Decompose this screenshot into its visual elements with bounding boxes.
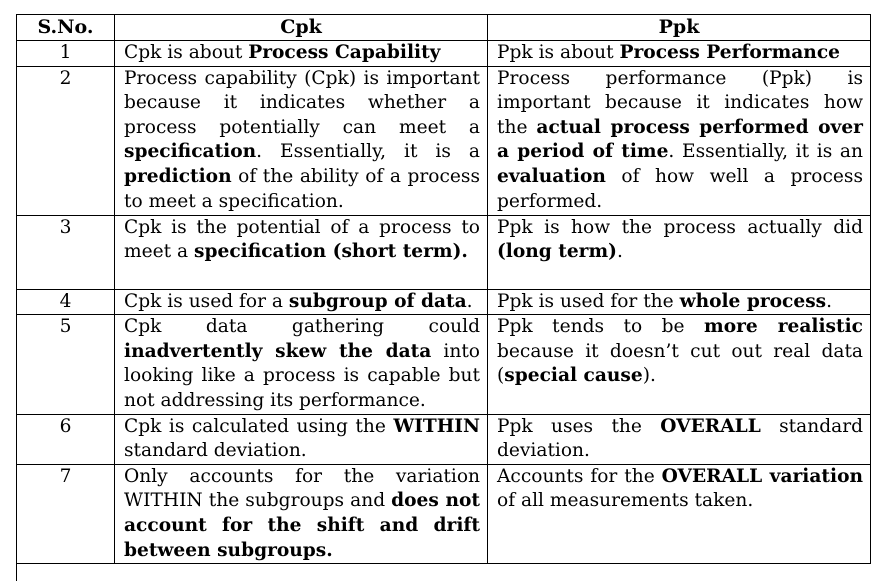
cpk-text-segment: specification (short term). <box>194 241 468 263</box>
cpk-cell <box>115 464 488 563</box>
ppk-text-segment: OVERALL <box>660 415 761 437</box>
ppk-cell <box>488 41 871 67</box>
cpk-text-segment: Cpk is calculated using the <box>124 415 394 437</box>
cpk-text-segment: inadvertently skew the data <box>124 340 432 362</box>
page-edge-line <box>16 562 17 581</box>
cpk-text-segment: Only accounts for the variation WITHIN the subgroups and <box>124 465 480 512</box>
ppk-text-segment: because it doesn’t cut out real data ( <box>497 340 863 387</box>
comparison-table <box>16 14 871 564</box>
row-number: 4 <box>17 289 115 315</box>
cpk-text-segment: Process capability (Cpk) is important because it indicates whether a process potentially can meet a <box>124 67 480 138</box>
ppk-text-segment: OVERALL variation <box>661 465 863 487</box>
cpk-text-segment: into looking like a process is capable but not addressing its performance. <box>124 340 480 411</box>
ppk-cell <box>488 414 871 464</box>
cpk-text-segment: subgroup of data <box>288 290 467 312</box>
ppk-text-segment: Ppk is how the process actually did <box>497 216 863 238</box>
header-ppk: Ppk <box>488 15 871 41</box>
ppk-text-segment: Ppk tends to be <box>497 316 705 338</box>
ppk-text-segment: Accounts for the <box>497 465 662 487</box>
ppk-text-segment: of all measurements taken. <box>497 490 754 512</box>
ppk-cell <box>488 215 871 289</box>
row-number: 7 <box>17 464 115 563</box>
table-row <box>17 289 871 315</box>
row-number: 2 <box>17 66 115 215</box>
ppk-text-segment: actual process performed over a period of time <box>497 116 863 163</box>
ppk-text-segment: Process performance (Ppk) is important because it indicates how the <box>497 67 863 138</box>
cpk-cell <box>115 41 488 67</box>
ppk-text-segment: standard deviation. <box>497 415 863 462</box>
ppk-text-segment: ). <box>642 365 656 387</box>
ppk-text-segment: evaluation <box>497 165 606 187</box>
cpk-cell <box>115 66 488 215</box>
cpk-text-segment: . Essentially, it is a <box>256 141 480 163</box>
cpk-cell <box>115 315 488 414</box>
ppk-text-segment: Ppk is used for the <box>497 290 680 312</box>
ppk-text-segment: . <box>826 290 833 312</box>
table-row <box>17 414 871 464</box>
row-number: 1 <box>17 41 115 67</box>
ppk-text-segment: Process Performance <box>619 42 840 63</box>
ppk-text-segment: Ppk uses the <box>497 415 661 437</box>
cpk-text-segment: of the ability of a process to meet a specification. <box>124 165 480 212</box>
header-cpk: Cpk <box>115 15 488 41</box>
row-number: 5 <box>17 315 115 414</box>
cpk-cell <box>115 215 488 289</box>
ppk-cell <box>488 315 871 414</box>
ppk-cell <box>488 464 871 563</box>
cpk-cell <box>115 414 488 464</box>
ppk-text-segment: more realistic <box>704 316 863 338</box>
cpk-text-segment: . <box>466 290 473 312</box>
cpk-text-segment: Process Capability <box>248 42 441 63</box>
ppk-text-segment: (long term) <box>497 241 617 263</box>
header-row <box>17 15 871 41</box>
cpk-text-segment: specification <box>124 141 257 163</box>
cpk-text-segment: Cpk is used for a <box>124 290 289 312</box>
table-row <box>17 315 871 414</box>
cpk-text-segment: Cpk is the potential of a process to meet a <box>124 216 480 263</box>
cpk-text-segment: standard deviation. <box>124 440 307 462</box>
cpk-cell <box>115 289 488 315</box>
cpk-text-segment: WITHIN <box>393 415 480 437</box>
table-row <box>17 464 871 563</box>
row-number: 3 <box>17 215 115 289</box>
table-body <box>17 41 871 564</box>
ppk-cell <box>488 66 871 215</box>
table-row <box>17 41 871 67</box>
header-sno: S.No. <box>17 15 115 41</box>
cpk-text-segment: Cpk is about <box>124 42 249 63</box>
ppk-cell <box>488 289 871 315</box>
cpk-text-segment: prediction <box>124 165 232 187</box>
table-row <box>17 66 871 215</box>
ppk-text-segment: . Essentially, it is an <box>668 141 863 163</box>
ppk-text-segment: Ppk is about <box>497 42 620 63</box>
cpk-text-segment: Cpk data gathering could <box>124 316 480 338</box>
cpk-text-segment: does not account for the shift and drift between subgroups. <box>124 490 480 561</box>
ppk-text-segment: whole process <box>679 290 827 312</box>
table-row <box>17 215 871 289</box>
row-number: 6 <box>17 414 115 464</box>
ppk-text-segment: special cause <box>504 365 643 387</box>
ppk-text-segment: of how well a process performed. <box>497 165 863 212</box>
ppk-text-segment: . <box>616 241 623 263</box>
